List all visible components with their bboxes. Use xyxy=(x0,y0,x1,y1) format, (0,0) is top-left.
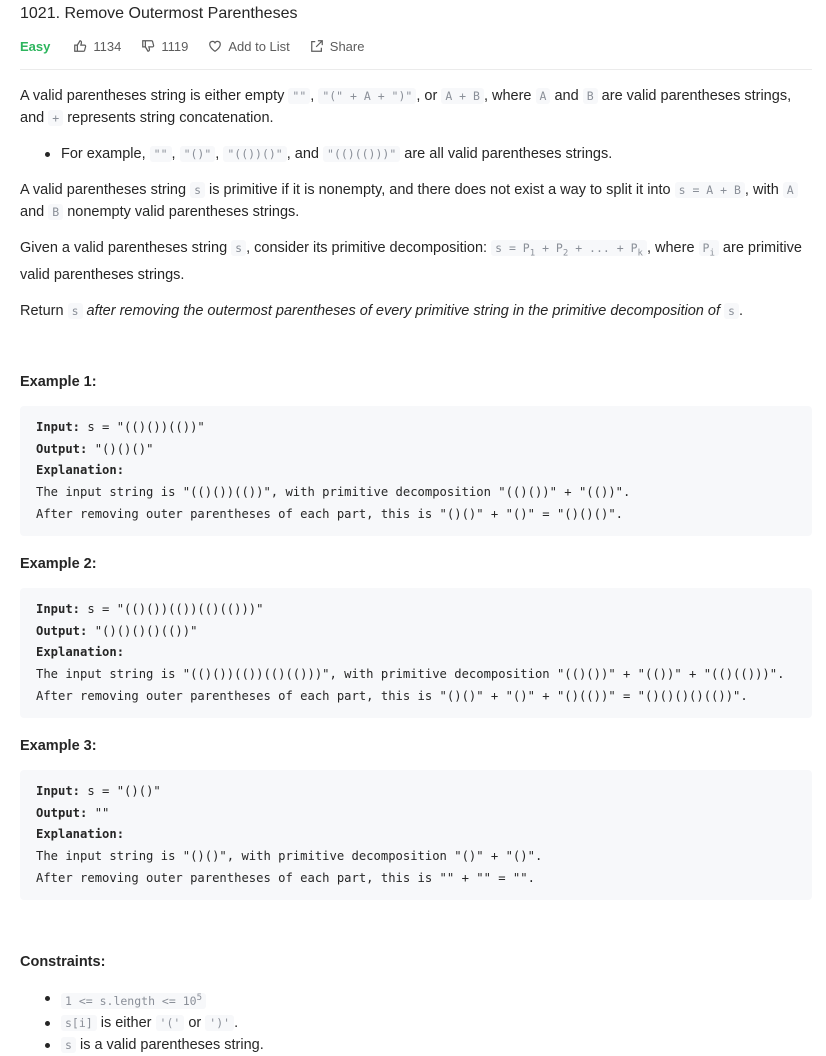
constraint-item xyxy=(42,1012,812,1034)
output-value: "()()()" xyxy=(87,441,154,456)
output-value: "()()()()(())" xyxy=(87,623,198,638)
input-value: s = "(()())(())(()(()))" xyxy=(80,602,264,617)
share-icon xyxy=(310,39,324,53)
subscript: k xyxy=(637,248,643,259)
description-paragraph-4 xyxy=(20,300,812,322)
example-1-block xyxy=(20,406,812,536)
output-label: Output: xyxy=(36,441,88,456)
like-button[interactable] xyxy=(73,39,121,54)
text: s = P xyxy=(495,241,530,255)
add-to-list-label: Add to List xyxy=(228,38,290,54)
example-2-title: Example 2: xyxy=(20,556,97,573)
description-paragraph-2 xyxy=(20,179,812,223)
description-paragraph-3 xyxy=(20,237,812,286)
example-3-block xyxy=(20,770,812,900)
explanation-line: The input string is "(()())(())(()(()))", with primitive decomposition "(()())" + "(())" + "(()(()))". xyxy=(36,667,785,682)
inline-code: s[i] xyxy=(61,1015,97,1031)
text: or xyxy=(184,1015,206,1032)
explanation-line: The input string is "()()", with primitive decomposition "()" + "()". xyxy=(36,849,543,864)
input-value: s = "(()())(())" xyxy=(80,420,205,435)
inline-code: s xyxy=(231,240,246,256)
text: . xyxy=(738,303,743,320)
share-label: Share xyxy=(329,38,365,54)
text: , xyxy=(310,88,319,104)
output-label: Output: xyxy=(36,623,88,638)
inline-code: s xyxy=(190,182,205,198)
constraints-list xyxy=(20,987,812,1056)
example-3-title: Example 3: xyxy=(20,738,97,755)
share-button[interactable] xyxy=(310,39,365,54)
heart-icon xyxy=(208,39,222,53)
dislike-button[interactable] xyxy=(141,39,188,54)
inline-code: ')' xyxy=(205,1015,234,1031)
description-paragraph-1 xyxy=(20,85,812,129)
inline-code: s xyxy=(61,1037,76,1053)
text: , with xyxy=(744,182,783,198)
inline-code: A + B xyxy=(441,88,484,104)
inline-code: A xyxy=(783,182,798,198)
inline-code-decomposition xyxy=(491,240,647,259)
text: represents string concatenation. xyxy=(63,110,274,126)
text: + ... + P xyxy=(568,241,638,255)
inline-code: s xyxy=(68,303,83,319)
text: , xyxy=(171,146,180,162)
explanation-line: After removing outer parentheses of each part, this is "()()" + "()" + "()(())" = "()()()()(())". xyxy=(36,688,748,703)
thumbs-down-icon xyxy=(141,39,155,53)
text: A valid parentheses string is either empty xyxy=(20,88,289,104)
text: For example, xyxy=(61,146,150,162)
like-count: 1134 xyxy=(93,38,122,54)
inline-code: "" xyxy=(288,88,310,104)
difficulty-badge: Easy xyxy=(20,38,51,54)
text: , xyxy=(215,146,224,162)
input-label: Input: xyxy=(36,420,81,435)
text: and xyxy=(20,204,49,220)
text: are all valid parentheses strings. xyxy=(400,146,613,162)
text: + P xyxy=(535,241,563,255)
divider xyxy=(20,69,812,70)
inline-code: "(" + A + ")" xyxy=(318,88,416,104)
explanation-label: Explanation: xyxy=(36,827,125,842)
text: , where xyxy=(646,240,699,256)
input-value: s = "()()" xyxy=(80,784,161,799)
constraint-item xyxy=(42,987,812,1012)
subscript: 1 xyxy=(529,248,536,259)
input-label: Input: xyxy=(36,784,81,799)
inline-code: s xyxy=(724,303,739,319)
inline-code: B xyxy=(48,204,63,220)
problem-actions xyxy=(20,37,812,55)
dislike-count: 1119 xyxy=(161,38,189,54)
inline-code-length xyxy=(61,993,206,1009)
problem-title: 1021. Remove Outermost Parentheses xyxy=(20,5,298,22)
input-label: Input: xyxy=(36,602,81,617)
subscript: 2 xyxy=(562,248,569,259)
inline-code: "(()(()))" xyxy=(323,146,400,162)
thumbs-up-icon xyxy=(73,39,87,53)
inline-code: '(' xyxy=(156,1015,185,1031)
example-1-title: Example 1: xyxy=(20,374,97,391)
explanation-line: After removing outer parentheses of each part, this is "()()" + "()" = "()()()". xyxy=(36,506,623,521)
inline-code: "(())()" xyxy=(223,146,286,162)
italic-text: after removing the outermost parentheses of every primitive string in the primitive decomposition of xyxy=(82,303,725,320)
inline-code: s = A + B xyxy=(675,182,745,198)
explanation-label: Explanation: xyxy=(36,463,125,478)
text: nonempty valid parentheses strings. xyxy=(63,204,300,220)
inline-code-pi xyxy=(699,240,719,259)
text: 1 <= s.length <= 10 xyxy=(65,994,197,1009)
text: . xyxy=(234,1015,239,1032)
inline-code: "" xyxy=(150,146,172,162)
add-to-list-button[interactable] xyxy=(208,39,289,54)
example-2-block xyxy=(20,588,812,718)
inline-code: + xyxy=(48,110,63,126)
text: , or xyxy=(416,88,442,104)
inline-code: A xyxy=(536,88,551,104)
text: A valid parentheses string xyxy=(20,182,191,198)
output-label: Output: xyxy=(36,805,88,820)
text: , where xyxy=(483,88,536,104)
text: , consider its primitive decomposition: xyxy=(246,240,492,256)
explanation-line: The input string is "(()())(())", with primitive decomposition "(()())" + "(())". xyxy=(36,485,631,500)
output-value: "" xyxy=(87,805,110,820)
text: , and xyxy=(286,146,324,162)
list-item xyxy=(42,143,812,165)
constraints-title: Constraints: xyxy=(20,954,106,971)
explanation-label: Explanation: xyxy=(36,645,125,660)
text: are primitive valid parentheses strings. xyxy=(20,240,802,284)
text: is a valid parentheses string. xyxy=(75,1037,264,1054)
text: are valid parentheses strings, and xyxy=(20,88,792,126)
superscript: 5 xyxy=(196,993,202,1004)
explanation-line: After removing outer parentheses of each part, this is "" + "" = "". xyxy=(36,870,535,885)
subscript: i xyxy=(709,248,715,259)
text: Return xyxy=(20,303,68,320)
text: Given a valid parentheses string xyxy=(20,240,232,256)
example-list xyxy=(20,143,812,165)
text: and xyxy=(550,88,583,104)
text: is primitive if it is nonempty, and there does not exist a way to split it into xyxy=(205,182,675,198)
inline-code: B xyxy=(583,88,598,104)
inline-code: "()" xyxy=(180,146,216,162)
text: P xyxy=(702,241,710,255)
text: is either xyxy=(96,1015,156,1032)
